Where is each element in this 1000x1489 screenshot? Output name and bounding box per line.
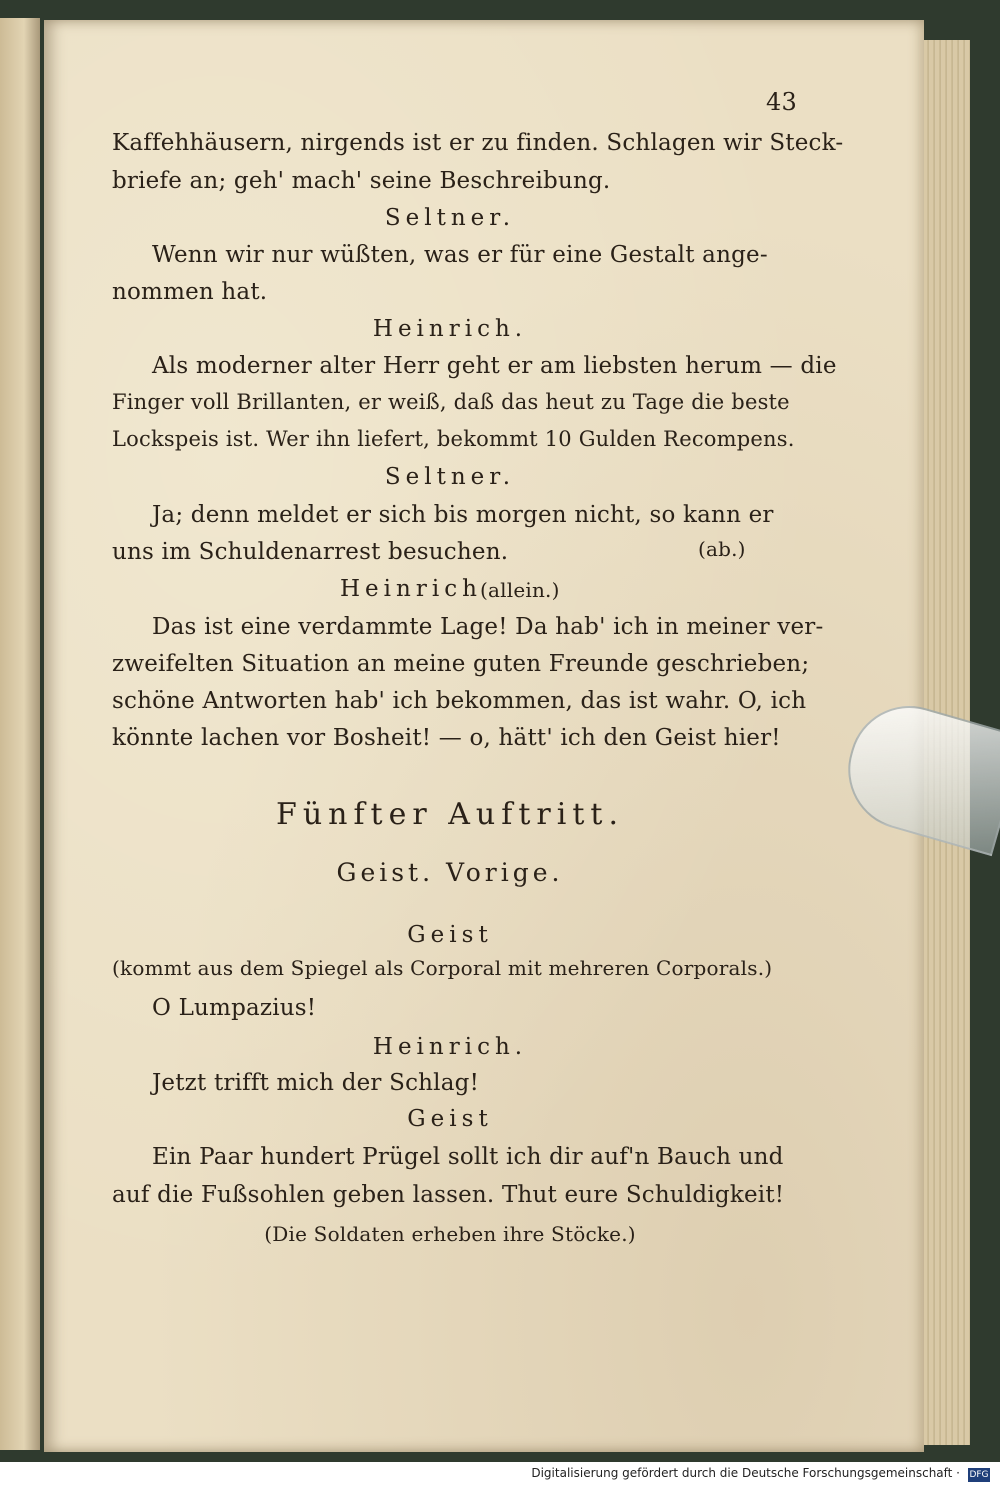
speaker-name: Seltner.: [384, 464, 516, 490]
speaker-name: Seltner.: [384, 205, 516, 231]
speaker-name: Heinrich.: [372, 316, 528, 342]
text-line: Lockspeis ist. Wer ihn liefert, bekommt 10 Gulden Recompens.: [112, 427, 795, 451]
left-page-edge: [0, 18, 40, 1450]
text-line: nommen hat.: [112, 279, 268, 305]
speaker-name: Heinrich.: [372, 1034, 528, 1060]
stage-direction: (ab.): [698, 537, 746, 561]
text-line: Ein Paar hundert Prügel sollt ich dir auf'n Bauch und: [152, 1144, 784, 1170]
speaker-name: Heinrich: [340, 576, 482, 602]
text-line: Wenn wir nur wüßten, was er für eine Gestalt ange-: [152, 242, 768, 268]
text-line: Ja; denn meldet er sich bis morgen nicht, so kann er: [152, 502, 774, 528]
scene-heading: Fünfter Auftritt.: [276, 797, 624, 832]
stage-direction: (allein.): [480, 578, 560, 602]
footer-credit: Digitalisierung gefördert durch die Deutsche Forschungsgemeinschaft ·: [531, 1466, 960, 1480]
page-number: 43: [766, 88, 797, 116]
text-line: Jetzt trifft mich der Schlag!: [152, 1070, 480, 1096]
text-line: O Lumpazius!: [152, 995, 317, 1021]
text-line: Das ist eine verdammte Lage! Da hab' ich in meiner ver-: [152, 614, 824, 640]
cast-list: Geist. Vorige.: [336, 858, 564, 887]
stage-direction: (kommt aus dem Spiegel als Corporal mit mehreren Corporals.): [112, 956, 773, 980]
text-line: briefe an; geh' mach' seine Beschreibung.: [112, 168, 611, 194]
text-line: auf die Fußsohlen geben lassen. Thut eure Schuldigkeit!: [112, 1182, 785, 1208]
text-line: schöne Antworten hab' ich bekommen, das ist wahr. O, ich: [112, 688, 807, 714]
dfg-logo: DFG: [969, 1470, 989, 1480]
speaker-name: Geist: [407, 922, 493, 948]
stage-direction: (Die Soldaten erheben ihre Stöcke.): [264, 1222, 636, 1246]
text-line: Finger voll Brillanten, er weiß, daß das heut zu Tage die beste: [112, 390, 790, 414]
text-line: Als moderner alter Herr geht er am liebsten herum — die: [152, 353, 837, 379]
text-line: Kaffehhäusern, nirgends ist er zu finden. Schlagen wir Steck-: [112, 130, 844, 156]
text-line: uns im Schuldenarrest besuchen.: [112, 539, 509, 565]
text-line: zweifelten Situation an meine guten Freunde geschrieben;: [112, 651, 810, 677]
footer-bar: [0, 1462, 1000, 1489]
text-line: könnte lachen vor Bosheit! — o, hätt' ich den Geist hier!: [112, 725, 781, 751]
speaker-name: Geist: [407, 1106, 493, 1132]
